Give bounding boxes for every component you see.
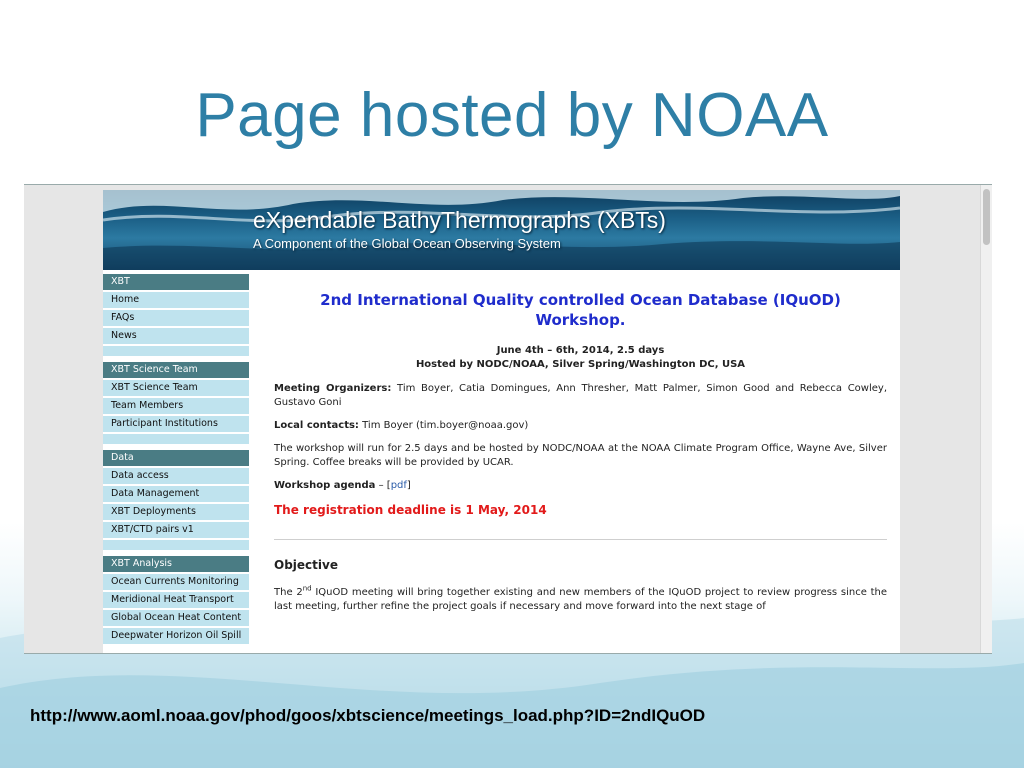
nav-heading-data: Data bbox=[103, 450, 249, 468]
nav-item-global-ocean-heat[interactable]: Global Ocean Heat Content bbox=[103, 610, 249, 628]
nav-item-team-members[interactable]: Team Members bbox=[103, 398, 249, 416]
nav-heading-xbt: XBT bbox=[103, 274, 249, 292]
nav-heading-analysis: XBT Analysis bbox=[103, 556, 249, 574]
nav-group-data bbox=[103, 450, 249, 550]
website-screenshot bbox=[24, 184, 992, 654]
organizers-paragraph bbox=[274, 382, 887, 410]
contacts-text: Tim Boyer (tim.boyer@noaa.gov) bbox=[362, 420, 529, 431]
nav-group-xbt bbox=[103, 274, 249, 356]
scrollbar-thumb[interactable] bbox=[983, 189, 990, 245]
web-page bbox=[103, 190, 900, 653]
nav-item-ocean-currents[interactable]: Ocean Currents Monitoring bbox=[103, 574, 249, 592]
organizers-label: Meeting Organizers: bbox=[274, 383, 392, 394]
nav-item-xbt-ctd-pairs[interactable]: XBT/CTD pairs v1 bbox=[103, 522, 249, 540]
workshop-dates bbox=[274, 344, 887, 372]
organizers-text: Tim Boyer, Catia Domingues, Ann Thresher, Matt Palmer, Simon Good and Rebecca Cowley, Gustavo Goni bbox=[274, 383, 887, 408]
nav-heading-science-team: XBT Science Team bbox=[103, 362, 249, 380]
agenda-close-bracket: ] bbox=[406, 480, 411, 491]
slide-title: Page hosted by NOAA bbox=[195, 81, 829, 150]
workshop-date-line: June 4th – 6th, 2014, 2.5 days bbox=[496, 345, 665, 356]
nav-item-participant-institutions[interactable]: Participant Institutions bbox=[103, 416, 249, 434]
workshop-host-line: Hosted by NODC/NOAA, Silver Spring/Washington DC, USA bbox=[415, 359, 746, 370]
nav-spacer bbox=[103, 346, 249, 356]
objective-heading: Objective bbox=[274, 558, 338, 572]
sidebar-nav bbox=[103, 274, 249, 652]
workshop-description: The workshop will run for 2.5 days and be hosted by NODC/NOAA at the NOAA Climate Program Office, Wayne Ave, Silver Spring. Coffee breaks will be provided by UCAR. bbox=[274, 443, 887, 468]
registration-deadline: The registration deadline is 1 May, 2014 bbox=[274, 503, 547, 517]
nav-item-meridional-heat[interactable]: Meridional Heat Transport bbox=[103, 592, 249, 610]
contacts-paragraph bbox=[274, 419, 887, 433]
objective-prefix: The 2 bbox=[274, 587, 303, 598]
banner-subtitle: A Component of the Global Ocean Observing System bbox=[253, 236, 561, 251]
site-banner bbox=[103, 190, 900, 270]
banner-title: eXpendable BathyThermographs (XBTs) bbox=[253, 207, 666, 233]
nav-spacer bbox=[103, 434, 249, 444]
nav-item-xbt-deployments[interactable]: XBT Deployments bbox=[103, 504, 249, 522]
workshop-title: 2nd International Quality controlled Ocean Database (IQuOD) Workshop. bbox=[320, 291, 841, 329]
nav-item-deepwater-horizon[interactable]: Deepwater Horizon Oil Spill bbox=[103, 628, 249, 646]
divider bbox=[274, 539, 887, 540]
agenda-line bbox=[274, 479, 887, 493]
nav-item-data-management[interactable]: Data Management bbox=[103, 486, 249, 504]
main-content bbox=[274, 290, 887, 623]
page-url: http://www.aoml.noaa.gov/phod/goos/xbtscience/meetings_load.php?ID=2ndIQuOD bbox=[30, 706, 706, 725]
nav-item-faqs[interactable]: FAQs bbox=[103, 310, 249, 328]
objective-paragraph bbox=[274, 586, 887, 614]
nav-item-xbt-science-team[interactable]: XBT Science Team bbox=[103, 380, 249, 398]
nav-item-news[interactable]: News bbox=[103, 328, 249, 346]
contacts-label: Local contacts: bbox=[274, 420, 359, 431]
agenda-separator: – [ bbox=[375, 480, 391, 491]
agenda-label: Workshop agenda bbox=[274, 480, 376, 491]
nav-item-data-access[interactable]: Data access bbox=[103, 468, 249, 486]
agenda-pdf-link[interactable]: pdf bbox=[390, 480, 407, 491]
objective-text: IQuOD meeting will bring together existing and new members of the IQuOD project to review progress since the last meeting, further refine the project goals if necessary and move forward into the next stage of bbox=[274, 587, 888, 612]
nav-group-science-team bbox=[103, 362, 249, 444]
nav-item-home[interactable]: Home bbox=[103, 292, 249, 310]
nav-spacer bbox=[103, 540, 249, 550]
nav-group-analysis bbox=[103, 556, 249, 646]
page-scrollbar[interactable] bbox=[980, 185, 992, 653]
objective-superscript: nd bbox=[302, 584, 312, 593]
